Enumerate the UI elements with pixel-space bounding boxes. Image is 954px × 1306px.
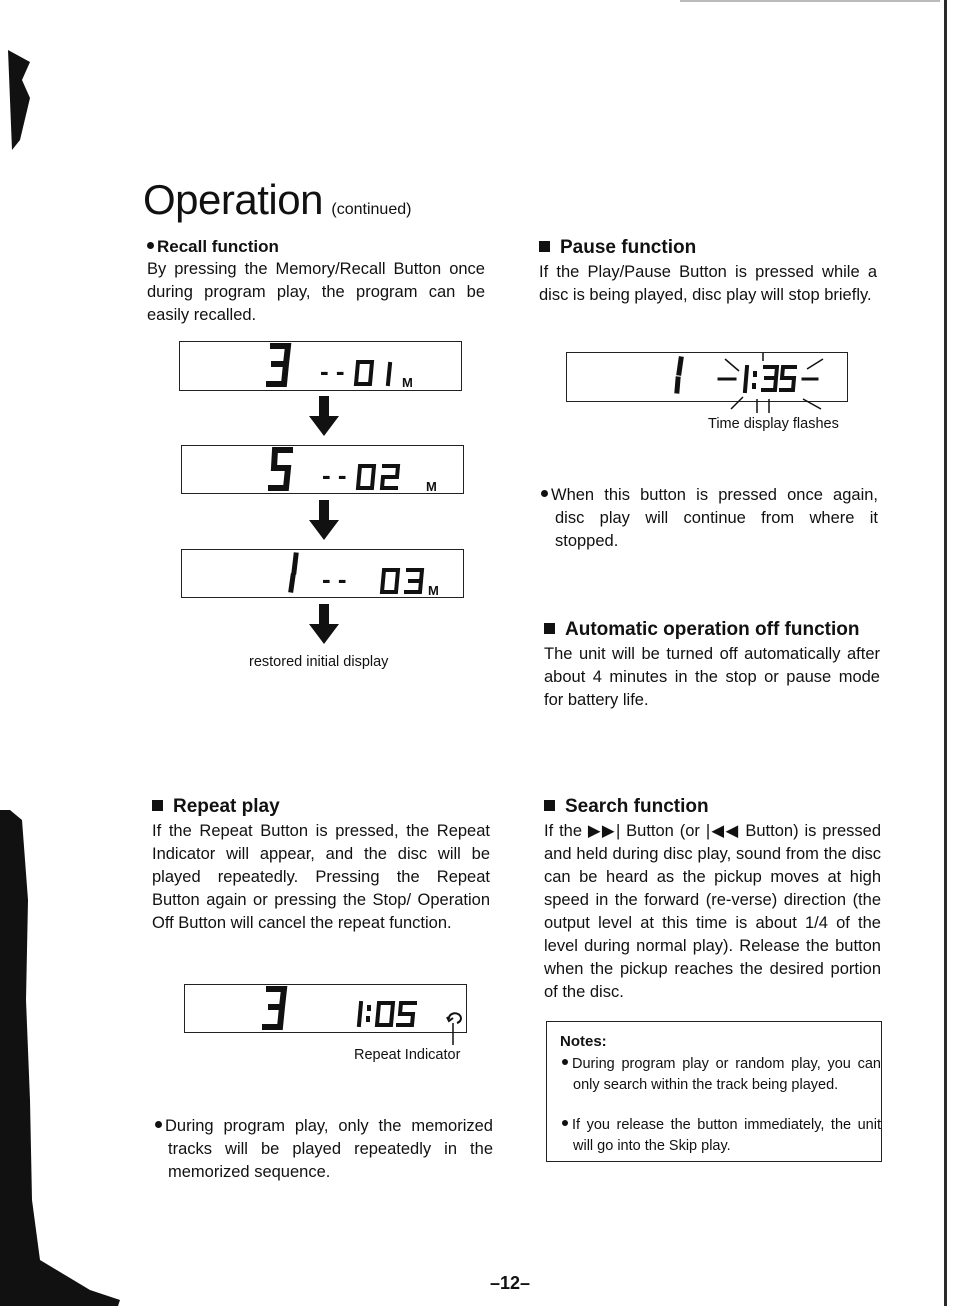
pause-caption: Time display flashes: [708, 416, 839, 432]
repeat-section: [152, 795, 490, 935]
auto-off-section: [544, 618, 880, 712]
recall-section: [147, 237, 485, 327]
scan-edge-artifact: [0, 0, 140, 1306]
repeat-text: If the Repeat Button is pressed, the Repeat Indicator will appear, and the disc will be played repeatedly. Pressing the Repeat Button again or pressing the Stop/ Operation Off Button will cancel the repeat function.: [152, 822, 490, 932]
lcd-memory-mark: M: [402, 375, 413, 390]
note-item: During program play or random play, you can only search within the track being played.: [562, 1054, 881, 1096]
title-text: Operation: [143, 176, 323, 223]
recall-text: By pressing the Memory/Recall Button once during program play, the program can be easily recalled.: [147, 260, 485, 324]
bullet-icon: [541, 490, 548, 497]
page-number: –12–: [490, 1273, 531, 1293]
square-bullet-icon: [544, 800, 555, 811]
pause-text: If the Play/Pause Button is pressed while a disc is being played, disc play will stop briefly.: [539, 263, 877, 304]
svg-text:M: M: [426, 479, 437, 493]
bullet-icon: [155, 1121, 162, 1128]
square-bullet-icon: [544, 623, 555, 634]
down-arrow-icon: [307, 396, 341, 438]
recall-heading: Recall function: [147, 237, 485, 257]
scan-top-edge: [680, 0, 940, 2]
lcd-recall-2: [181, 445, 464, 494]
auto-off-text: The unit will be turned off automatically after about 4 minutes in the stop or pause mode for battery life.: [544, 645, 880, 709]
pause-heading: Pause function: [539, 236, 877, 260]
square-bullet-icon: [152, 800, 163, 811]
title-suffix: (continued): [331, 201, 412, 218]
lcd-recall-3: [181, 549, 464, 598]
repeat-heading: Repeat play: [152, 795, 490, 819]
lcd-recall-1: [179, 341, 462, 391]
svg-text:- -: - -: [322, 460, 347, 490]
lcd-repeat: [184, 984, 467, 1033]
search-heading: Search function: [544, 795, 881, 819]
search-text: If the ▶▶| Button (or |◀◀ Button) is pressed and held during disc play, sound from the disc can be heard as the pickup moves at high speed in the forward (re-verse) direction (the output level at this time is about 1/4 of the level during normal play). Release the button when the pickup reaches the desired portion of the disc.: [544, 822, 881, 1001]
square-bullet-icon: [539, 241, 550, 252]
pause-note: When this button is pressed once again, disc play will continue from where it stopped.: [541, 484, 878, 553]
repeat-note: During program play, only the memorized tracks will be played repeatedly in the memorized sequence.: [155, 1115, 493, 1184]
search-section: [544, 795, 881, 1004]
note-item: If you release the button immediately, the unit will go into the Skip play.: [562, 1115, 881, 1157]
notes-title: Notes:: [560, 1033, 607, 1050]
down-arrow-icon: [307, 500, 341, 542]
pause-section: [539, 236, 877, 307]
recall-caption: restored initial display: [249, 654, 389, 670]
lcd-pause: [566, 352, 848, 402]
notes-box: [546, 1021, 882, 1162]
lcd-dashes: - -: [320, 356, 345, 386]
svg-text:M: M: [428, 583, 439, 597]
svg-text:- -: - -: [322, 564, 347, 594]
scan-right-edge: [944, 0, 947, 1306]
down-arrow-icon: [307, 604, 341, 646]
bullet-icon: [562, 1059, 568, 1065]
repeat-caption: Repeat Indicator: [354, 1047, 461, 1063]
repeat-indicator-icon: [447, 1013, 461, 1045]
auto-off-heading: Automatic operation off function: [544, 618, 880, 642]
page-title: [143, 176, 411, 224]
bullet-icon: [147, 242, 154, 249]
bullet-icon: [562, 1120, 568, 1126]
